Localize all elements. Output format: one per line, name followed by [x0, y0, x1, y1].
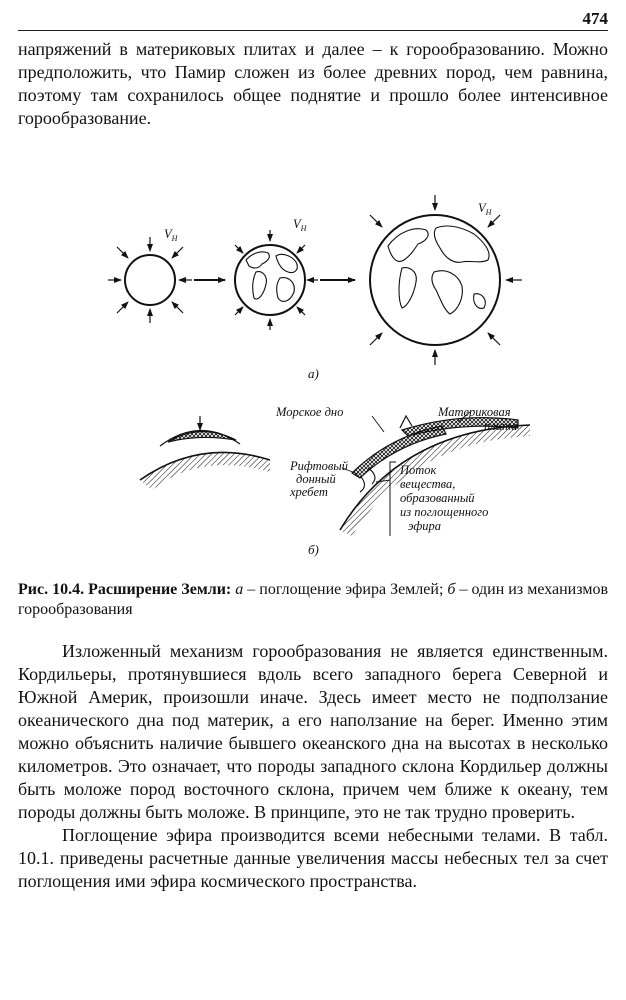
- label-rift-1: Рифтовый: [290, 459, 349, 473]
- label-flow-3: образованный: [400, 491, 475, 505]
- caption-part-b: б: [447, 581, 456, 598]
- mountain-diagram-small: [140, 416, 270, 490]
- label-rift-3: хребет: [290, 485, 328, 499]
- paragraph-2: Изложенный механизм горообразования не является единственным. Кордильеры, протянувшиеся вдоль всего западного берега Северной и Южной Америк, произошли иначе. Здесь имеет место не подползание океанического дна под материк, а его наползание на берег. Именно этим можно объяснить наличие бывшего океанского дна на высотах в несколько километров. Это означает, что породы западного склона Кордильер должны быть моложе пород восточного склона, причем чем ближе к океану, тем породы должны быть моложе. В принципе, это не так трудно проверить.: [18, 641, 608, 822]
- caption-label: Рис. 10.4. Расширение Земли:: [18, 581, 232, 598]
- svg-text:VН: $V_Н$: [164, 227, 178, 243]
- label-flow-4: из поглощенного: [400, 505, 489, 519]
- label-flow-2: вещества,: [400, 477, 456, 491]
- medium-globe: [235, 217, 318, 330]
- small-sphere: [108, 227, 192, 323]
- label-flow-1: Поток: [400, 463, 437, 477]
- header-rule: [18, 30, 608, 31]
- paragraph-3: Поглощение эфира производится всеми небесными телами. В табл. 10.1. приведены расчетные данные увеличения массы небесных тел за счет поглощения ими эфира космического пространства.: [18, 825, 608, 891]
- svg-text:VН: $V_Н$: [478, 201, 492, 217]
- part-a-label: а): [308, 366, 319, 381]
- figure-caption: [18, 580, 608, 620]
- caption-part-a-text: – поглощение эфира Землей;: [243, 581, 448, 598]
- svg-text:VН: $V_Н$: [293, 217, 307, 233]
- large-globe: [370, 195, 522, 365]
- caption-part-a: а: [235, 581, 244, 598]
- label-continental-plate-1: Материковая: [438, 405, 511, 419]
- label-rift-2: донный: [296, 472, 336, 486]
- part-b-label: б): [308, 542, 319, 557]
- page-number: 474: [582, 9, 608, 28]
- caption-part-b-text: – один из механизмов горообразования: [18, 581, 609, 618]
- label-continental-plate-2: плита: [484, 419, 518, 433]
- paragraph-1: напряжений в материковых плитах и далее – к горообразованию. Можно предположить, что Памир сложен из более древних пород, чем равнина, поэтому там сохранилось общее поднятие и прошло более интенсивное горообразование.: [18, 39, 608, 128]
- figure-earth-expansion: [0, 190, 626, 570]
- label-sea-floor: Морское дно: [276, 405, 344, 419]
- label-flow-5: эфира: [408, 519, 441, 533]
